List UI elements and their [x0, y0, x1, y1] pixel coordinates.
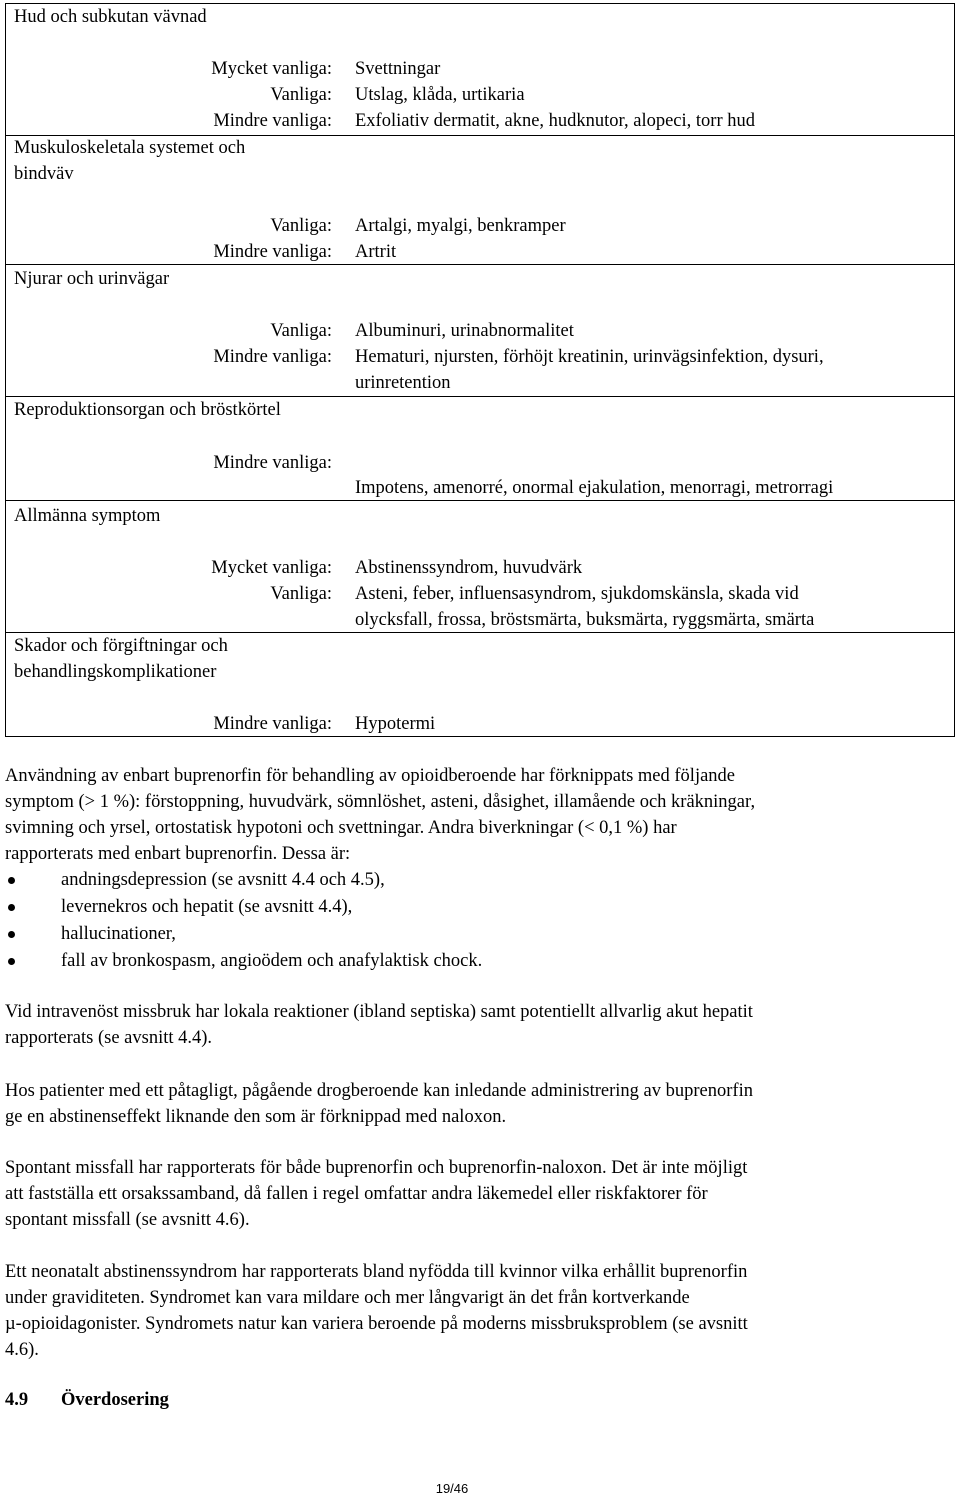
reaction-description: Asteni, feber, influensasyndrom, sjukdomskänsla, skada vid	[355, 584, 799, 604]
frequency-label: Mindre vanliga:	[213, 111, 332, 131]
organ-system-label: Reproduktionsorgan och bröstkörtel	[14, 400, 281, 420]
reaction-description: Hypotermi	[355, 714, 436, 734]
bullet-icon	[8, 877, 15, 884]
paragraph-line: µ-opioidagonister. Syndromets natur kan variera beroende på moderns missbruksproblem (se avsnitt	[5, 1314, 748, 1334]
list-item-text: levernekros och hepatit (se avsnitt 4.4),	[61, 897, 353, 917]
reaction-description: Exfoliativ dermatit, akne, hudknutor, alopeci, torr hud	[355, 111, 755, 131]
frequency-label: Mindre vanliga:	[213, 453, 332, 473]
paragraph-line: Vid intravenöst missbruk har lokala reaktioner (ibland septiska) samt potentiellt allvarlig akut hepatit	[5, 1002, 753, 1022]
frequency-label: Vanliga:	[270, 321, 332, 341]
list-item	[5, 948, 482, 975]
list-item	[5, 921, 482, 948]
frequency-label: Vanliga:	[270, 85, 332, 105]
paragraph-intravenous-misuse	[5, 999, 925, 1051]
list-item-text: hallucinationer,	[61, 924, 176, 944]
reaction-description: Utslag, klåda, urtikaria	[355, 85, 525, 105]
list-item	[5, 894, 482, 921]
section-heading-overdose	[5, 1386, 169, 1414]
paragraph-miscarriage	[5, 1155, 925, 1233]
organ-system-label: Skador och förgiftningar och	[14, 636, 228, 656]
organ-system-label: Njurar och urinvägar	[14, 269, 170, 289]
frequency-label: Mindre vanliga:	[213, 242, 332, 262]
section-number: 4.9	[5, 1390, 29, 1410]
list-item-text: fall av bronkospasm, angioödem och anafylaktisk chock.	[61, 951, 483, 971]
paragraph-line: ge en abstinenseffekt liknande den som är förknippad med naloxon.	[5, 1107, 507, 1127]
frequency-label: Mycket vanliga:	[211, 558, 332, 578]
paragraph-line: 4.6).	[5, 1340, 39, 1360]
paragraph-buprenorphine-monotherapy	[5, 763, 925, 867]
paragraph-line: rapporterats (se avsnitt 4.4).	[5, 1028, 213, 1048]
paragraph-line: under graviditeten. Syndromet kan vara mildare och mer långvarigt än det från kortverkande	[5, 1288, 690, 1308]
paragraph-withdrawal-effect	[5, 1078, 925, 1130]
paragraph-line: spontant missfall (se avsnitt 4.6).	[5, 1210, 250, 1230]
rare-reactions-list	[5, 867, 482, 975]
reaction-description: Hematuri, njursten, förhöjt kreatinin, urinvägsinfektion, dysuri,	[355, 347, 824, 367]
frequency-label: Mindre vanliga:	[213, 347, 332, 367]
reaction-description: olycksfall, frossa, bröstsmärta, buksmärta, ryggsmärta, smärta	[355, 610, 815, 630]
reaction-description: Artalgi, myalgi, benkramper	[355, 216, 566, 236]
organ-system-label: behandlingskomplikationer	[14, 662, 217, 682]
paragraph-line: Hos patienter med ett påtagligt, pågående drogberoende kan inledande administrering av buprenorfin	[5, 1081, 753, 1101]
reaction-description: Albuminuri, urinabnormalitet	[355, 321, 574, 341]
paragraph-line: Spontant missfall har rapporterats för både buprenorfin och buprenorfin-naloxon. Det är inte möjligt	[5, 1158, 748, 1178]
section-title: Överdosering	[61, 1390, 169, 1410]
bullet-icon	[8, 904, 15, 911]
paragraph-neonatal-abstinence	[5, 1259, 925, 1363]
organ-system-label: Muskuloskeletala systemet och	[14, 138, 246, 158]
frequency-label: Vanliga:	[270, 584, 332, 604]
reaction-description: Svettningar	[355, 59, 441, 79]
paragraph-line: symptom (> 1 %): förstoppning, huvudvärk, sömnlöshet, asteni, dåsighet, illamående och kräkningar,	[5, 792, 756, 812]
paragraph-line: svimning och yrsel, ortostatisk hypotoni och svettningar. Andra biverkningar (< 0,1 %) har	[5, 818, 677, 838]
list-item-text: andningsdepression (se avsnitt 4.4 och 4.5),	[61, 870, 385, 890]
frequency-label: Vanliga:	[270, 216, 332, 236]
bullet-icon	[8, 958, 15, 965]
list-item	[5, 867, 482, 894]
page-number: 19/46	[435, 1481, 469, 1496]
organ-system-label: Allmänna symptom	[14, 506, 161, 526]
reaction-description: Artrit	[355, 242, 397, 262]
reaction-description: urinretention	[355, 373, 451, 393]
reaction-description: Impotens, amenorré, onormal ejakulation, menorragi, metrorragi	[355, 478, 834, 498]
organ-system-label: Hud och subkutan vävnad	[14, 7, 207, 27]
paragraph-line: Ett neonatalt abstinenssyndrom har rapporterats bland nyfödda till kvinnor vilka erhållit buprenorfin	[5, 1262, 748, 1282]
table-row-divider	[5, 264, 955, 265]
paragraph-line: rapporterats med enbart buprenorfin. Dessa är:	[5, 844, 351, 864]
reaction-description: Abstinenssyndrom, huvudvärk	[355, 558, 583, 578]
paragraph-line: att fastställa ett orsakssamband, då fallen i regel omfattar andra läkemedel eller riskfaktorer för	[5, 1184, 708, 1204]
bullet-icon	[8, 931, 15, 938]
organ-system-label: bindväv	[14, 164, 74, 184]
frequency-label: Mycket vanliga:	[211, 59, 332, 79]
paragraph-line: Användning av enbart buprenorfin för behandling av opioidberoende har förknippats med följande	[5, 766, 736, 786]
frequency-label: Mindre vanliga:	[213, 714, 332, 734]
